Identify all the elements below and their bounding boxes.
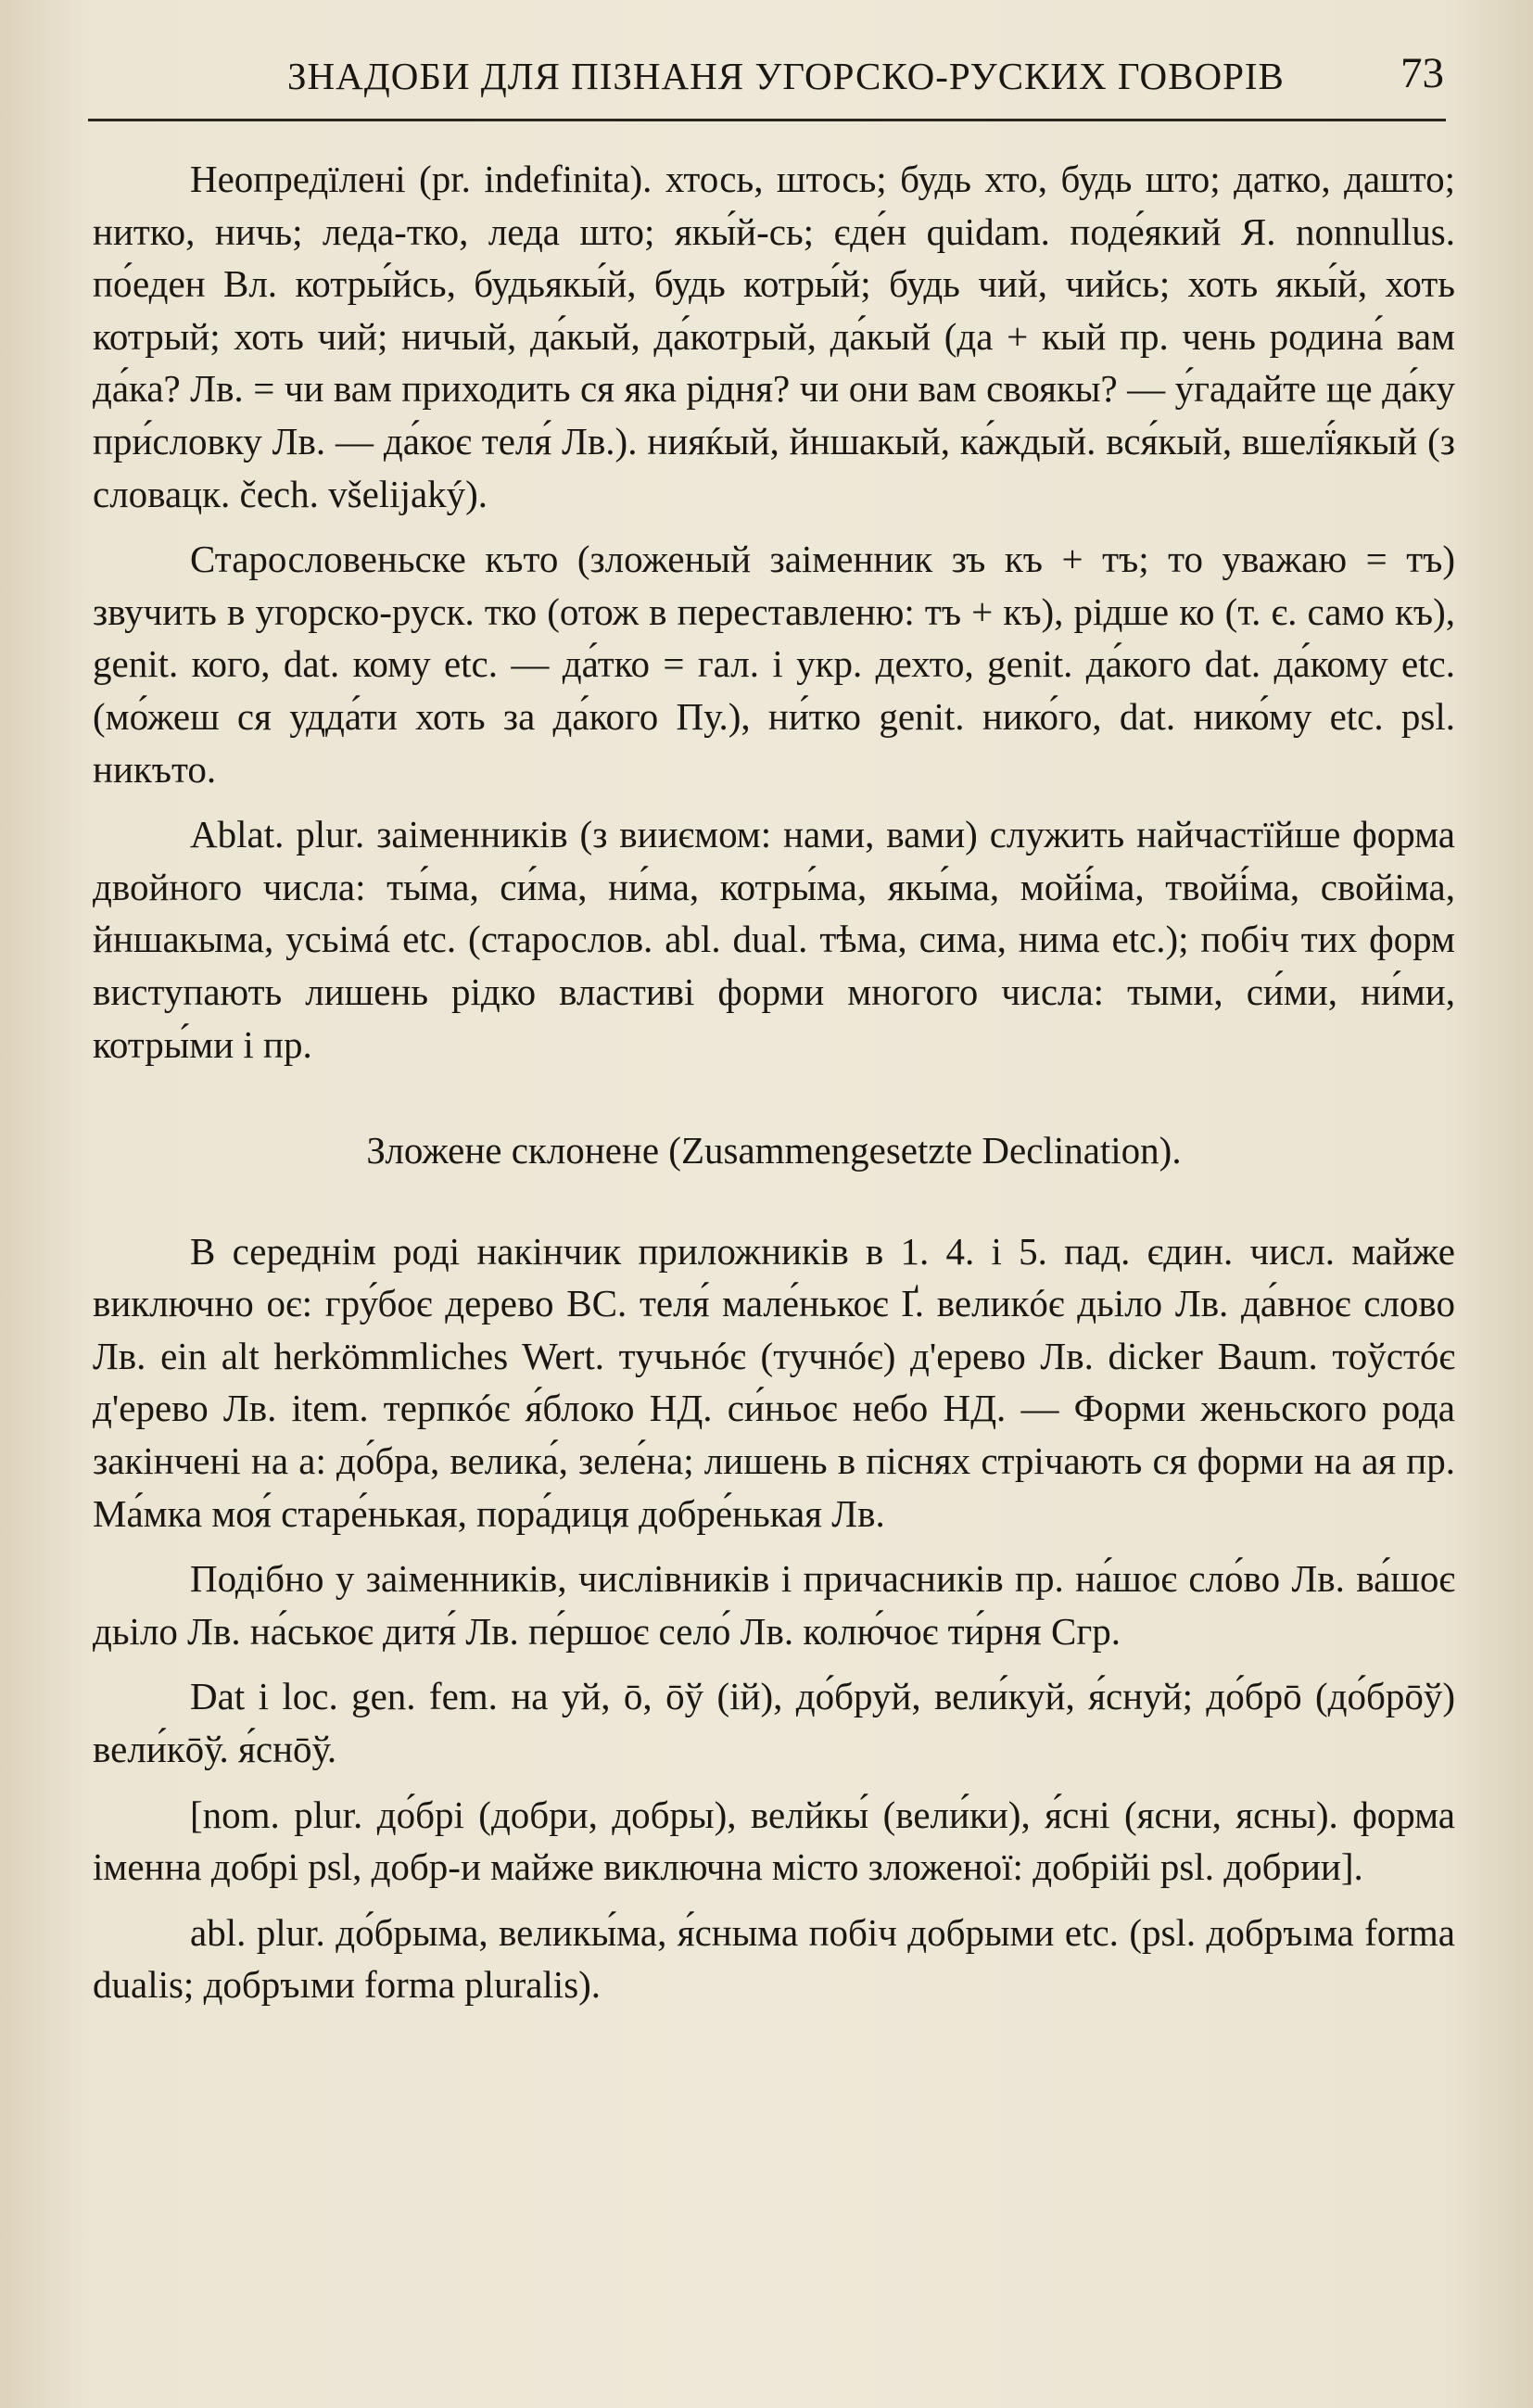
paragraph-neuter-endings: В середнім роді накінчик приложників в 1. 4. і 5. пад. єдин. числ. майже виключно оє: гру́боє дерево ВС. теля́ мале́нькоє Ґ. великóє дьіло Лв. да́вноє слово Лв. ein alt herkömmliches Wert. тучьнóє (тучнóє) д'ерево Лв. dicker Baum. тоўстóє д'ерево Лв. item. терпкóє я́блоко НД. си́ньоє небо НД. — Форми женьского рода закінчені на а: до́бра, велика́, зеле́на; лишень в піснях стрічають ся форми на ая пр. Ма́мка моя́ старе́нькая, пора́диця добре́нькая Лв. bbox=[93, 1229, 1455, 1535]
page-number: 73 bbox=[1400, 49, 1444, 97]
page-header bbox=[88, 48, 1446, 122]
paragraph-ablative-plural: Ablat. plur. заіменників (з вииємом: нами, вами) служить найчастїйше форма двойного числа: ты́ма, си́ма, ни́ма, котры́ма, якы́ма, мойі́ма, твойі́ма, свойіма, йншакыма, усьімá etc. (старослов. abl. dual. тѣма, сима, нима etc.); побіч тих форм виступають лишень рідко властиві форми многого числа: тыми, си́ми, ни́ми, котры́ми і пр. bbox=[93, 813, 1455, 1066]
section-heading: Зложене склонене (Zusammengesetzte Declination). bbox=[366, 1129, 1182, 1172]
page-body bbox=[93, 153, 1455, 2011]
paragraph-pronouns-numerals: Подібно у заіменників, числівників і причасників пр. на́шоє сло́во Лв. ва́шоє дьіло Лв. на́ськоє дитя́ Лв. пе́ршоє село́ Лв. колю́чоє ти́рня Сгр. bbox=[93, 1557, 1455, 1653]
header-rule bbox=[88, 119, 1446, 121]
paragraph-indefinite-pronouns: Неопредїлені (pr. indefinita). хтось, штось; будь хто, будь што; датко, дашто; нитко, ничь; леда-тко, леда што; якы́й-сь; єде́н quidam. поде́який Я. nonnullus. по́еден Вл. котры́йсь, будьякы́й, будь котры́й; будь чий, чийсь; хоть якы́й, хоть котрый; хоть чий; ничый, да́кый, да́котрый, да́кый (да + кый пр. чень родина́ вам да́ка? Лв. = чи вам приходить ся яка рідня? чи они вам своякы? — у́гадайте ще да́ку при́словку Лв. — да́коє теля́ Лв.). нияќый, йншакый, ка́ждый. вся́кый, вшелї́якый (з словацк. čech. všelijaký). bbox=[93, 158, 1455, 515]
paragraph-old-slavonic-kto: Старословеньске къто (зложеный заіменник зъ къ + тъ; то уважаю = тъ) звучить в угорско-руск. тко (отож в переставленю: тъ + къ), рідше ко (т. є. само къ), genit. кого, dat. кому etc. — да́тко = гал. і укр. дехто, genit. да́кого dat. да́кому etc. (мо́жеш ся удда́ти хоть за да́кого Пу.), ни́тко genit. нико́го, dat. нико́му etc. psl. никъто. bbox=[93, 538, 1455, 791]
running-title: ЗНАДОБИ ДЛЯ ПІЗНАНЯ УГОРСКО-РУСКИХ ГОВОРІВ bbox=[287, 55, 1285, 97]
paragraph-nominative-plural: [nom. plur. до́брі (добри, добры), велйкы́ (вели́ки), я́сні (ясни, ясны). форма іменна добрі psl, добр-и майже виключна місто зложеної: добрійі psl. добрии]. bbox=[93, 1793, 1455, 1889]
paragraph-dative-locative: Dat і loc. gen. fem. на уй, ō, ōў (ій), до́бруй, вели́куй, я́снуй; до́брō (до́брōў) вели́кōў. я́снōў. bbox=[93, 1675, 1455, 1771]
paragraph-ablative-plural-adj: abl. plur. до́брыма, великы́ма, я́сныма побіч добрыми etc. (psl. добръıма forma dualis; добръıми forma pluralis). bbox=[93, 1910, 1455, 2007]
